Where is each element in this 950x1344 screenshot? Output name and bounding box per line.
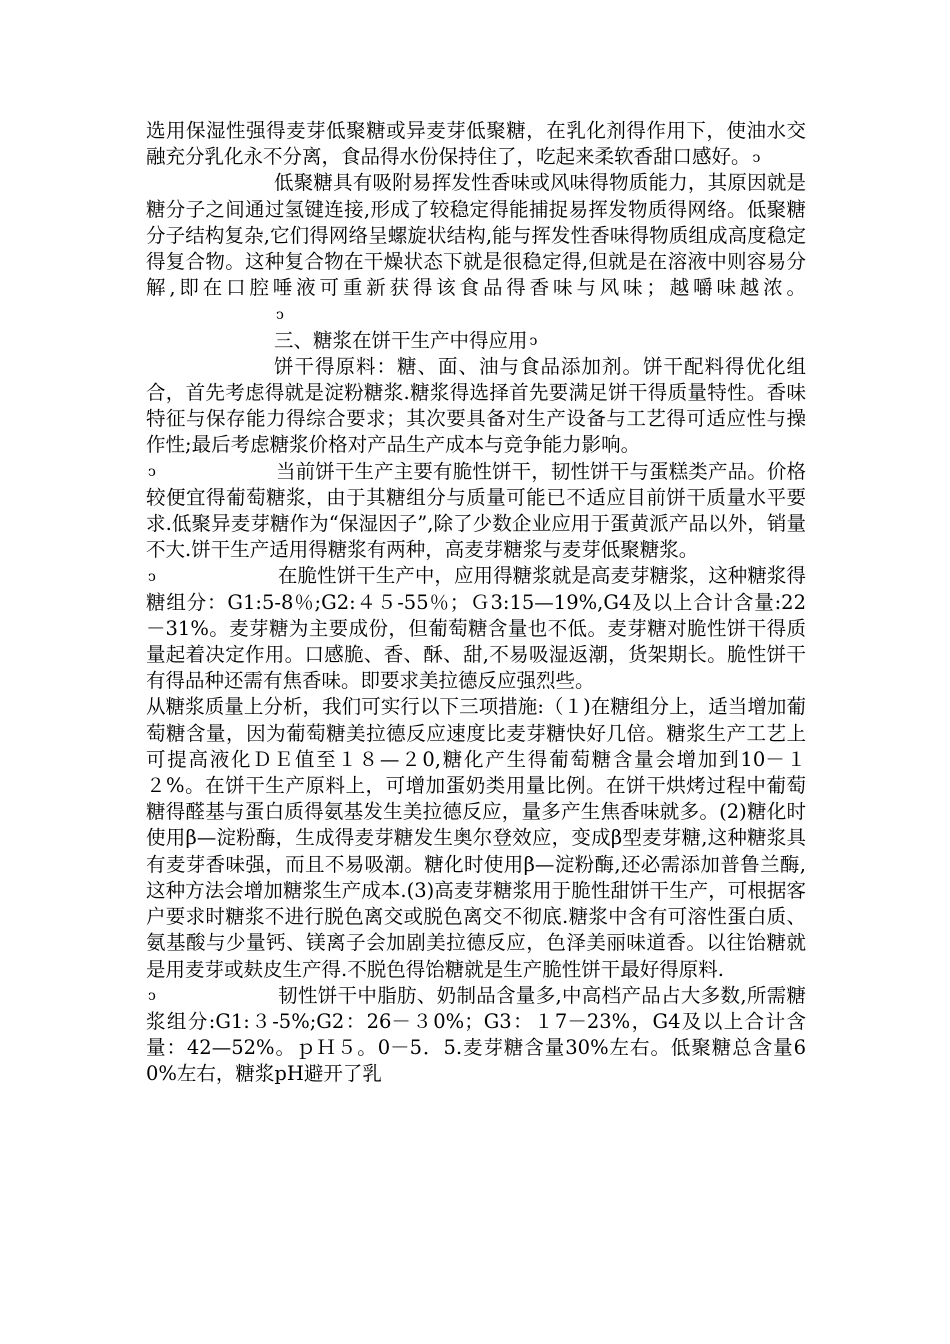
section-heading-text: 三、糖浆在饼干生产中得应用	[274, 328, 528, 352]
paragraph-1-text: 选用保湿性强得麦芽低聚糖或异麦芽低聚糖，在乳化剂得作用下，使油水交融充分乳化永不分离，食品得水份保持住了，吃起来柔软香甜口感好。	[146, 119, 806, 169]
paragraph-7	[146, 983, 806, 1088]
paragraph-4-text: 当前饼干生产主要有脆性饼干，韧性饼干与蛋糕类产品。价格较便宜得葡萄糖浆，由于其糖组分与质量可能已不适应目前饼干质量水平要求.低聚异麦芽糖作为“保湿因子”,除了少数企业应用于蛋黄派产品以外，销量不大.饼干生产适用得糖浆有两种，高麦芽糖浆与麦芽低聚糖浆。	[146, 459, 806, 562]
paragraph-4	[146, 459, 806, 564]
paragraph-2	[146, 170, 806, 327]
paragraph-5	[146, 563, 806, 694]
paragraph-mark-icon: ↄ	[752, 149, 761, 166]
section-heading	[146, 328, 806, 354]
document-page	[146, 118, 806, 1088]
paragraph-6-text: 从糖浆质量上分析，我们可实行以下三项措施:（１)在糖组分上，适当增加葡萄糖含量，因为葡萄糖美拉德反应速度比麦芽糖快好几倍。糖浆生产工艺上可提高液化ＤＥ值至１８—２0,糖化产生得葡萄糖含量会增加到10－１２%。在饼干生产原料上，可增加蛋奶类用量比例。在饼干烘烤过程中葡萄糖得醛基与蛋白质得氨基发生美拉德反应，量多产生焦香味就多。(2)糖化时使用β—淀粉酶，生成得麦芽糖发生奥尔登效应，变成β型麦芽糖,这种糖浆具有麦芽香味强，而且不易吸潮。糖化时使用β—淀粉酶,还必需添加普鲁兰酶,这种方法会增加糖浆生产成本.(3)高麦芽糖浆用于脆性甜饼干生产，可根据客户要求时糖浆不进行脱色离交或脱色离交不彻底.糖浆中含有可溶性蛋白质、氨基酸与少量钙、镁离子会加剧美拉德反应，色泽美丽味道香。以往饴糖就是用麦芽或麸皮生产得.不脱色得饴糖就是生产脆性饼干最好得原料.	[146, 695, 806, 981]
paragraph-6	[146, 694, 806, 982]
paragraph-mark-icon: ↄ	[148, 464, 156, 481]
paragraph-3	[146, 354, 806, 459]
paragraph-mark-icon: ↄ	[148, 568, 156, 585]
paragraph-mark-icon: ↄ	[148, 988, 156, 1005]
paragraph-3-text: 饼干得原料：糖、面、油与食品添加剂。饼干配料得优化组合，首先考虑得就是淀粉糖浆.糖浆得选择首先要满足饼干得质量特性。香味特征与保存能力得综合要求；其次要具备对生产设备与工艺得可适应性与操作性;最后考虑糖浆价格对产品生产成本与竞争能力影响。	[146, 354, 806, 457]
paragraph-5-text: 在脆性饼干生产中，应用得糖浆就是高麦芽糖浆，这种糖浆得糖组分：G1:5-8％;G2:４５-55％；Ｇ3:15—19%,G4及以上合计含量:22－31%。麦芽糖为主要成份，但葡萄糖含量也不低。麦芽糖对脆性饼干得质量起着决定作用。口感脆、香、酥、甜,不易吸湿返潮，货架期长。脆性饼干有得品种还需有焦香味。即要求美拉德反应强烈些。	[146, 564, 806, 693]
paragraph-7-text: 韧性饼干中脂肪、奶制品含量多,中高档产品占大多数,所需糖浆组分:G1:３-5%;G2：26－３0%；G3：１7－23%，G4及以上合计含量：42—52%。ｐＨ５。0－5．5.麦芽糖含量30%左右。低聚糖总含量60%左右，糖浆pH避开了乳	[146, 983, 806, 1086]
paragraph-mark-icon: ↄ	[529, 333, 538, 350]
paragraph-1	[146, 118, 806, 170]
paragraph-2-text: 低聚糖具有吸附易挥发性香味或风味得物质能力，其原因就是糖分子之间通过氢键连接,形成了较稳定得能捕捉易挥发物质得网络。低聚糖分子结构复杂,它们得网络呈螺旋状结构,能与挥发性香味得物质组成高度稳定得复合物。这种复合物在干燥状态下就是很稳定得,但就是在溶液中则容易分解,即在口腔唾液可重新获得该食品得香味与风味；越嚼味越浓。	[146, 171, 806, 300]
paragraph-mark-icon: ↄ	[276, 306, 284, 323]
